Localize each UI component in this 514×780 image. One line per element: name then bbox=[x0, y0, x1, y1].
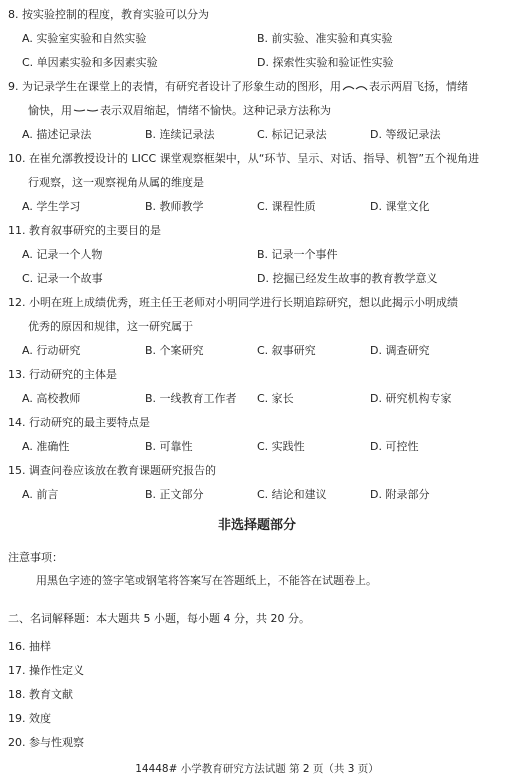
question-13-option-c: C. 家长 bbox=[257, 392, 294, 405]
question-11-option-a: A. 记录一个人物 bbox=[22, 248, 103, 261]
question-12-option-a: A. 行动研究 bbox=[22, 344, 81, 357]
question-8-option-b: B. 前实验、准实验和真实验 bbox=[257, 32, 393, 45]
question-10-stem-line2: 行观察，这一观察视角从属的维度是 bbox=[28, 176, 204, 189]
question-9-stem-line1 bbox=[8, 80, 468, 94]
question-12-option-d: D. 调查研究 bbox=[370, 344, 430, 357]
question-8-option-c: C. 单因素实验和多因素实验 bbox=[22, 56, 158, 69]
question-9-option-a: A. 描述记录法 bbox=[22, 128, 92, 141]
question-8-option-d: D. 探索性实验和验证性实验 bbox=[257, 56, 394, 69]
question-10-option-b: B. 教师教学 bbox=[145, 200, 204, 213]
question-13-option-b: B. 一线教育工作者 bbox=[145, 392, 237, 405]
question-9-option-c: C. 标记记录法 bbox=[257, 128, 327, 141]
notice-title: 注意事项： bbox=[8, 551, 63, 564]
term-item: 19. 效度 bbox=[8, 712, 51, 725]
question-10-stem-line1: 10. 在崔允漷教授设计的 LICC 课堂观察框架中，从“环节、呈示、对话、指导、机智”五个视角进 bbox=[8, 152, 480, 165]
question-13-option-d: D. 研究机构专家 bbox=[370, 392, 452, 405]
question-9-option-b: B. 连续记录法 bbox=[145, 128, 215, 141]
question-14-option-a: A. 准确性 bbox=[22, 440, 70, 453]
question-15-stem: 15. 调查问卷应该放在教育课题研究报告的 bbox=[8, 464, 216, 477]
question-11-option-b: B. 记录一个事件 bbox=[257, 248, 338, 261]
question-10-option-d: D. 课堂文化 bbox=[370, 200, 430, 213]
question-14-option-c: C. 实践性 bbox=[257, 440, 305, 453]
question-12-option-b: B. 个案研究 bbox=[145, 344, 204, 357]
term-item: 17. 操作性定义 bbox=[8, 664, 84, 677]
question-14-option-d: D. 可控性 bbox=[370, 440, 419, 453]
part-heading: 二、名词解释题：本大题共 5 小题，每小题 4 分，共 20 分。 bbox=[8, 612, 310, 625]
question-14-option-b: B. 可靠性 bbox=[145, 440, 193, 453]
question-10-option-c: C. 课程性质 bbox=[257, 200, 316, 213]
term-item: 18. 教育文献 bbox=[8, 688, 73, 701]
question-11-option-d: D. 挖掘已经发生故事的教育教学意义 bbox=[257, 272, 438, 285]
question-9-stem-line2-part1: 愉快，用 bbox=[28, 104, 72, 117]
question-10-option-a: A. 学生学习 bbox=[22, 200, 81, 213]
page-footer: 14448# 小学教育研究方法试题 第 2 页（共 3 页） bbox=[135, 763, 379, 775]
question-9-stem-line2 bbox=[28, 104, 331, 118]
question-11-option-c: C. 记录一个故事 bbox=[22, 272, 103, 285]
question-13-stem: 13. 行动研究的主体是 bbox=[8, 368, 117, 381]
section-title: 非选择题部分 bbox=[217, 518, 296, 533]
term-item: 16. 抽样 bbox=[8, 640, 51, 653]
question-15-option-a: A. 前言 bbox=[22, 488, 59, 501]
question-15-option-b: B. 正文部分 bbox=[145, 488, 204, 501]
question-9-stem-part2: 表示两眉飞扬，情绪 bbox=[369, 80, 468, 93]
question-9-stem-part1: 9. 为记录学生在课堂上的表情，有研究者设计了形象生动的图形，用 bbox=[8, 80, 341, 93]
question-15-option-c: C. 结论和建议 bbox=[257, 488, 327, 501]
question-9-stem-line2-part2: 表示双眉缩起，情绪不愉快。这种记录方法称为 bbox=[100, 104, 331, 117]
raised-brows-icon bbox=[342, 83, 368, 91]
notice-text: 用黑色字迹的签字笔或钢笔将答案写在答题纸上，不能答在试题卷上。 bbox=[36, 574, 377, 587]
knitted-brows-icon bbox=[73, 107, 99, 115]
question-14-stem: 14. 行动研究的最主要特点是 bbox=[8, 416, 150, 429]
question-8-option-a: A. 实验室实验和自然实验 bbox=[22, 32, 147, 45]
question-12-option-c: C. 叙事研究 bbox=[257, 344, 316, 357]
question-12-stem-line2: 优秀的原因和规律，这一研究属于 bbox=[28, 320, 193, 333]
term-item: 20. 参与性观察 bbox=[8, 736, 84, 749]
question-15-option-d: D. 附录部分 bbox=[370, 488, 430, 501]
question-12-stem-line1: 12. 小明在班上成绩优秀，班主任王老师对小明同学进行长期追踪研究，想以此揭示小明成绩 bbox=[8, 296, 458, 309]
question-9-option-d: D. 等级记录法 bbox=[370, 128, 441, 141]
question-11-stem: 11. 教育叙事研究的主要目的是 bbox=[8, 224, 161, 237]
question-13-option-a: A. 高校教师 bbox=[22, 392, 81, 405]
question-8-stem: 8. 按实验控制的程度，教育实验可以分为 bbox=[8, 8, 209, 21]
